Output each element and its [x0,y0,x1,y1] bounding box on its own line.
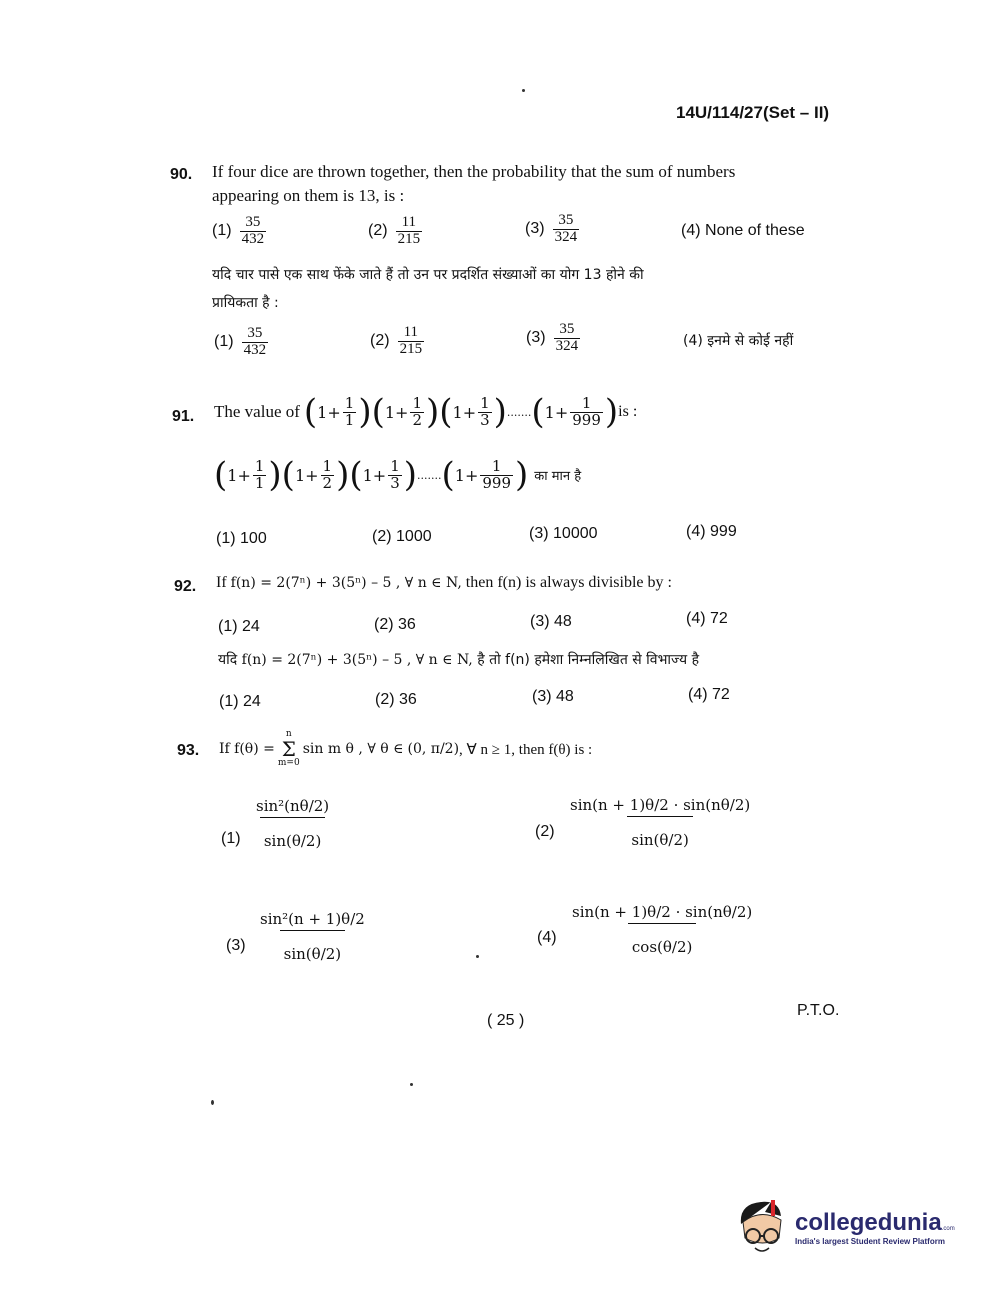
logo-suffix: .com [941,1225,955,1232]
product-expression-hindi: ( 1 + $\frac{1}{1}$ ) ( 1 + $\frac{1}{2}$ ) ( 1 + $\frac{1}{3}$ ) ....... ( 1 + $\frac{1}{999}$ ) का मान है [214,455,582,495]
question-number: 92. [174,578,197,595]
speck [410,1083,413,1086]
option-1-label: (1) [221,830,241,847]
question-text-hindi: प्रायिकता है : [212,295,279,311]
speck [522,89,525,92]
question-formula: If f(θ) = n Σ m=0 sin m θ , ∀ θ ∈ (0, π/2) , ∀ n ≥ 1, then f(θ) is : [219,729,593,768]
option-2: (2) 1000 [372,528,432,545]
question-text: If f(n) = 2(7ⁿ) + 3(5ⁿ) – 5 , ∀ n ∈ N, then f(n) is always divisible by : [216,574,672,591]
option-4: (4) 72 [686,610,728,627]
option-2: (2) $\frac{11}{215}$ [368,214,421,247]
option-1: (1) 24 [218,618,260,635]
option-4: (4) None of these [681,222,805,239]
mascot-icon [735,1198,791,1256]
speck [211,1100,214,1105]
option-1: (1) $\frac{35}{432}$ [212,214,265,247]
option-2: (2) 36 [374,616,416,633]
option-1: (1) 100 [216,530,267,547]
question-number: 90. [170,166,193,183]
option-2-label: (2) [535,823,555,840]
option-4: (4) 999 [686,523,737,540]
option-4: sin(n + 1)θ/2 · sin(nθ/2) cos(θ/2) [572,903,753,956]
option-1: (1) $\frac{35}{432}$ [214,325,267,358]
paper-code: 14U/114/27(Set – II) [676,103,830,122]
option-2: (2) $\frac{11}{215}$ [370,324,423,357]
option-3: (3) 10000 [529,525,598,542]
question-text-hindi: यदि चार पासे एक साथ फेंके जाते हैं तो उन पर प्रदर्शित संख्याओं का योग 13 होने की [212,267,644,283]
option-1: sin²(nθ/2) sin(θ/2) [256,797,330,850]
collegedunia-logo [735,1198,955,1256]
question-number: 91. [172,408,195,425]
option-3-label: (3) [226,937,246,954]
question-text-hindi: यदि f(n) = 2(7ⁿ) + 3(5ⁿ) – 5 , ∀ n ∈ N, है तो f(n) हमेशा निम्नलिखित से विभाज्य है [218,652,700,668]
option-3: (3) 48 [532,688,574,705]
product-expression: The value of ( 1 + $\frac{1}{1}$ ) ( 1 + $\frac{1}{2}$ ) ( 1 + $\frac{1}{3}$ ) ....... ( 1 + $\frac{1}{999}$ ) is : [214,392,638,432]
logo-wordmark: collegedunia [795,1208,942,1236]
option-4: (4) 72 [688,686,730,703]
option-4-label: (4) [537,929,557,946]
page-number: ( 25 ) [487,1012,525,1029]
question-text: If four dice are thrown together, then the probability that the sum of numbers [212,162,736,181]
question-number: 93. [177,742,200,759]
option-4: (4) इनमे से कोई नहीं [683,333,794,349]
option-3: (3) 48 [530,613,572,630]
logo-tagline: India's largest Student Review Platform [795,1236,945,1246]
option-2: (2) 36 [375,691,417,708]
question-text: appearing on them is 13, is : [212,186,405,205]
speck [476,955,479,958]
option-3: (3) $\frac{35}{324}$ [525,212,578,245]
option-2: sin(n + 1)θ/2 · sin(nθ/2) sin(θ/2) [570,796,751,849]
option-3: sin²(n + 1)θ/2 sin(θ/2) [260,910,365,963]
option-3: (3) $\frac{35}{324}$ [526,321,579,354]
option-1: (1) 24 [219,693,261,710]
pto-label: P.T.O. [797,1002,840,1019]
